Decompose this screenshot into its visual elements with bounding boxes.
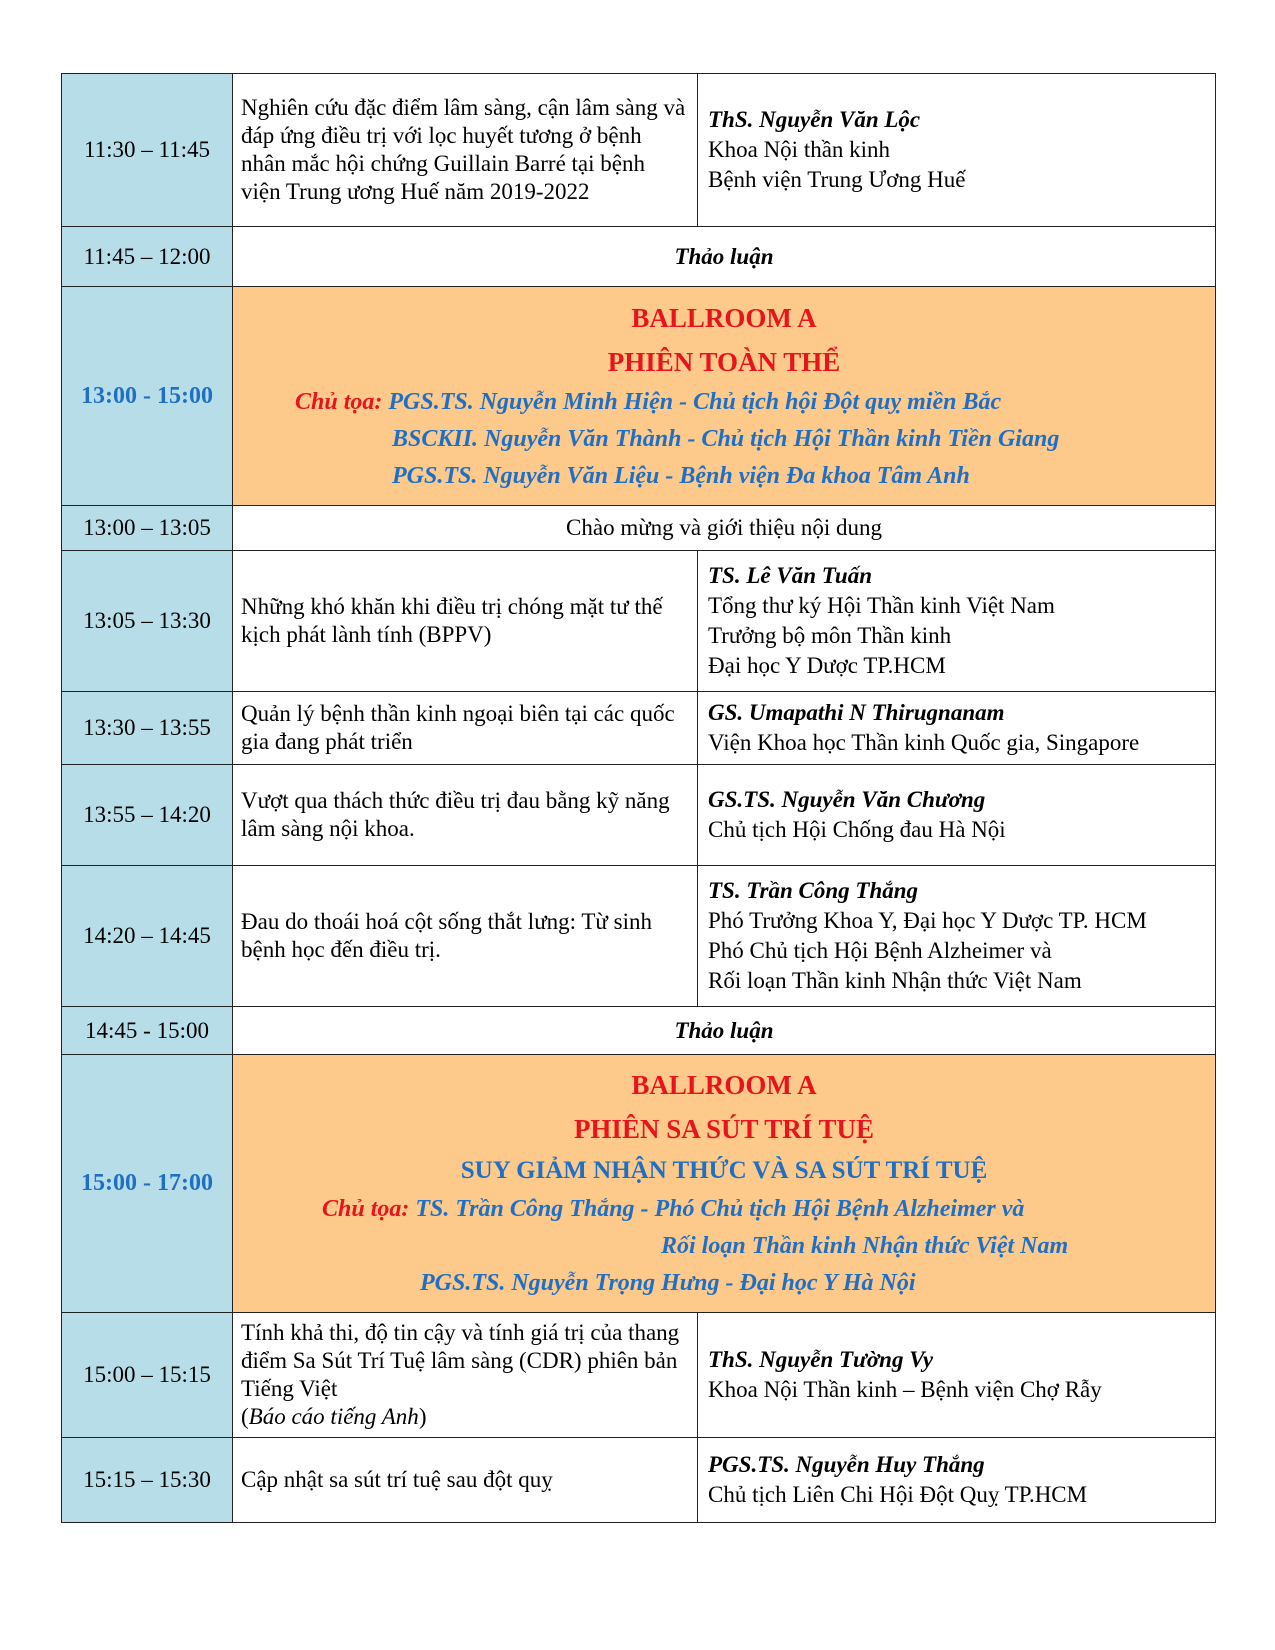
time-cell: 11:30 – 11:45 bbox=[62, 74, 233, 227]
chair-label: Chủ tọa: bbox=[322, 1196, 410, 1222]
topic-text: Tính khả thi, độ tin cậy và tính giá trị của thang điểm Sa Sút Trí Tuệ lâm sàng (CDR) phiên bản Tiếng Việt bbox=[241, 1320, 680, 1401]
session-subtitle: SUY GIẢM NHẬN THỨC VÀ SA SÚT TRÍ TUỆ bbox=[460, 1157, 988, 1184]
speaker-affiliation: Chủ tịch Liên Chi Hội Đột Quỵ TP.HCM bbox=[708, 1482, 1088, 1507]
schedule-row bbox=[62, 866, 1216, 1007]
time-cell: 15:15 – 15:30 bbox=[62, 1438, 233, 1523]
discussion-cell: Thảo luận bbox=[233, 227, 1216, 287]
speaker-name: TS. Lê Văn Tuấn bbox=[708, 563, 873, 588]
session-row bbox=[62, 287, 1216, 506]
program-schedule-table bbox=[61, 73, 1216, 1523]
schedule-row bbox=[62, 1438, 1216, 1523]
speaker-name: GS.TS. Nguyễn Văn Chương bbox=[708, 787, 986, 812]
topic-cell: Vượt qua thách thức điều trị đau bằng kỹ năng lâm sàng nội khoa. bbox=[233, 765, 698, 866]
time-cell: 13:00 – 13:05 bbox=[62, 506, 233, 551]
schedule-row bbox=[62, 1313, 1216, 1438]
session-room: BALLROOM A bbox=[631, 302, 817, 333]
speaker-affiliation: Trưởng bộ môn Thần kinh bbox=[708, 623, 952, 648]
schedule-row bbox=[62, 74, 1216, 227]
session-time-cell: 15:00 - 17:00 bbox=[62, 1055, 233, 1313]
session-chair-line: Rối loạn Thần kinh Nhận thức Việt Nam bbox=[661, 1233, 1069, 1259]
speaker-affiliation: Khoa Nội thần kinh bbox=[708, 137, 891, 162]
speaker-cell bbox=[698, 551, 1216, 692]
speaker-name: TS. Trần Công Thắng bbox=[708, 878, 919, 903]
chair-name: TS. Trần Công Thắng - Phó Chủ tịch Hội Bệnh Alzheimer và bbox=[415, 1196, 1025, 1222]
session-chair-line: PGS.TS. Nguyễn Văn Liệu - Bệnh viện Đa khoa Tâm Anh bbox=[392, 462, 970, 489]
speaker-affiliation: Khoa Nội Thần kinh – Bệnh viện Chợ Rẫy bbox=[708, 1377, 1102, 1402]
speaker-affiliation: Phó Trưởng Khoa Y, Đại học Y Dược TP. HCM bbox=[708, 908, 1147, 933]
speaker-cell bbox=[698, 692, 1216, 765]
time-cell: 13:55 – 14:20 bbox=[62, 765, 233, 866]
speaker-cell bbox=[698, 1438, 1216, 1523]
speaker-name: ThS. Nguyễn Văn Lộc bbox=[708, 107, 921, 132]
time-cell: 14:45 - 15:00 bbox=[62, 1007, 233, 1055]
topic-cell: Tính khả thi, độ tin cậy và tính giá trị của thang điểm Sa Sút Trí Tuệ lâm sàng (CDR) phiên bản Tiếng Việt (Báo cáo tiếng Anh) bbox=[233, 1313, 698, 1438]
session-row bbox=[62, 1055, 1216, 1313]
session-time-cell: 13:00 - 15:00 bbox=[62, 287, 233, 506]
speaker-affiliation: Chủ tịch Hội Chống đau Hà Nội bbox=[708, 817, 1006, 842]
speaker-name: ThS. Nguyễn Tường Vy bbox=[708, 1347, 934, 1372]
schedule-row bbox=[62, 506, 1216, 551]
session-chair-line: BSCKII. Nguyễn Văn Thành - Chủ tịch Hội Thần kinh Tiền Giang bbox=[392, 425, 1060, 452]
time-cell: 11:45 – 12:00 bbox=[62, 227, 233, 287]
speaker-cell bbox=[698, 765, 1216, 866]
time-cell: 13:05 – 13:30 bbox=[62, 551, 233, 692]
schedule-row bbox=[62, 765, 1216, 866]
session-chair-line bbox=[233, 384, 1215, 421]
speaker-affiliation: Viện Khoa học Thần kinh Quốc gia, Singapore bbox=[708, 730, 1140, 755]
time-cell: 15:00 – 15:15 bbox=[62, 1313, 233, 1438]
intro-cell: Chào mừng và giới thiệu nội dung bbox=[233, 506, 1216, 551]
speaker-cell bbox=[698, 1313, 1216, 1438]
speaker-name: GS. Umapathi N Thirugnanam bbox=[708, 700, 1005, 725]
topic-cell: Quản lý bệnh thần kinh ngoại biên tại các quốc gia đang phát triển bbox=[233, 692, 698, 765]
session-chair-line: PGS.TS. Nguyễn Trọng Hưng - Đại học Y Hà Nội bbox=[420, 1270, 916, 1296]
speaker-cell bbox=[698, 866, 1216, 1007]
speaker-affiliation: Rối loạn Thần kinh Nhận thức Việt Nam bbox=[708, 968, 1082, 993]
discussion-cell: Thảo luận bbox=[233, 1007, 1216, 1055]
topic-cell: Những khó khăn khi điều trị chóng mặt tư thế kịch phát lành tính (BPPV) bbox=[233, 551, 698, 692]
schedule-row bbox=[62, 551, 1216, 692]
speaker-name: PGS.TS. Nguyễn Huy Thắng bbox=[708, 1452, 985, 1477]
speaker-affiliation: Tổng thư ký Hội Thần kinh Việt Nam bbox=[708, 593, 1055, 618]
chair-name: PGS.TS. Nguyễn Minh Hiện - Chủ tịch hội Đột quỵ miền Bắc bbox=[388, 388, 1002, 415]
topic-cell: Nghiên cứu đặc điểm lâm sàng, cận lâm sàng và đáp ứng điều trị với lọc huyết tương ở bệnh nhân mắc hội chứng Guillain Barré tại bệnh viện Trung ương Huế năm 2019-2022 bbox=[233, 74, 698, 227]
chair-label: Chủ tọa: bbox=[295, 388, 383, 415]
time-cell: 13:30 – 13:55 bbox=[62, 692, 233, 765]
time-cell: 14:20 – 14:45 bbox=[62, 866, 233, 1007]
schedule-row bbox=[62, 1007, 1216, 1055]
topic-note: Báo cáo tiếng Anh bbox=[248, 1404, 419, 1429]
topic-cell: Đau do thoái hoá cột sống thắt lưng: Từ sinh bệnh học đến điều trị. bbox=[233, 866, 698, 1007]
session-title: PHIÊN SA SÚT TRÍ TUỆ bbox=[573, 1114, 875, 1144]
schedule-row bbox=[62, 227, 1216, 287]
speaker-affiliation: Đại học Y Dược TP.HCM bbox=[708, 653, 946, 678]
schedule-row bbox=[62, 692, 1216, 765]
speaker-cell bbox=[698, 74, 1216, 227]
session-header-cell bbox=[233, 287, 1216, 506]
session-title: PHIÊN TOÀN THỂ bbox=[607, 346, 841, 377]
session-chair-line bbox=[233, 1191, 1215, 1228]
speaker-affiliation: Phó Chủ tịch Hội Bệnh Alzheimer và bbox=[708, 938, 1052, 963]
session-room: BALLROOM A bbox=[631, 1070, 817, 1100]
topic-cell: Cập nhật sa sút trí tuệ sau đột quỵ bbox=[233, 1438, 698, 1523]
session-header-cell bbox=[233, 1055, 1216, 1313]
speaker-affiliation: Bệnh viện Trung Ương Huế bbox=[708, 167, 966, 192]
